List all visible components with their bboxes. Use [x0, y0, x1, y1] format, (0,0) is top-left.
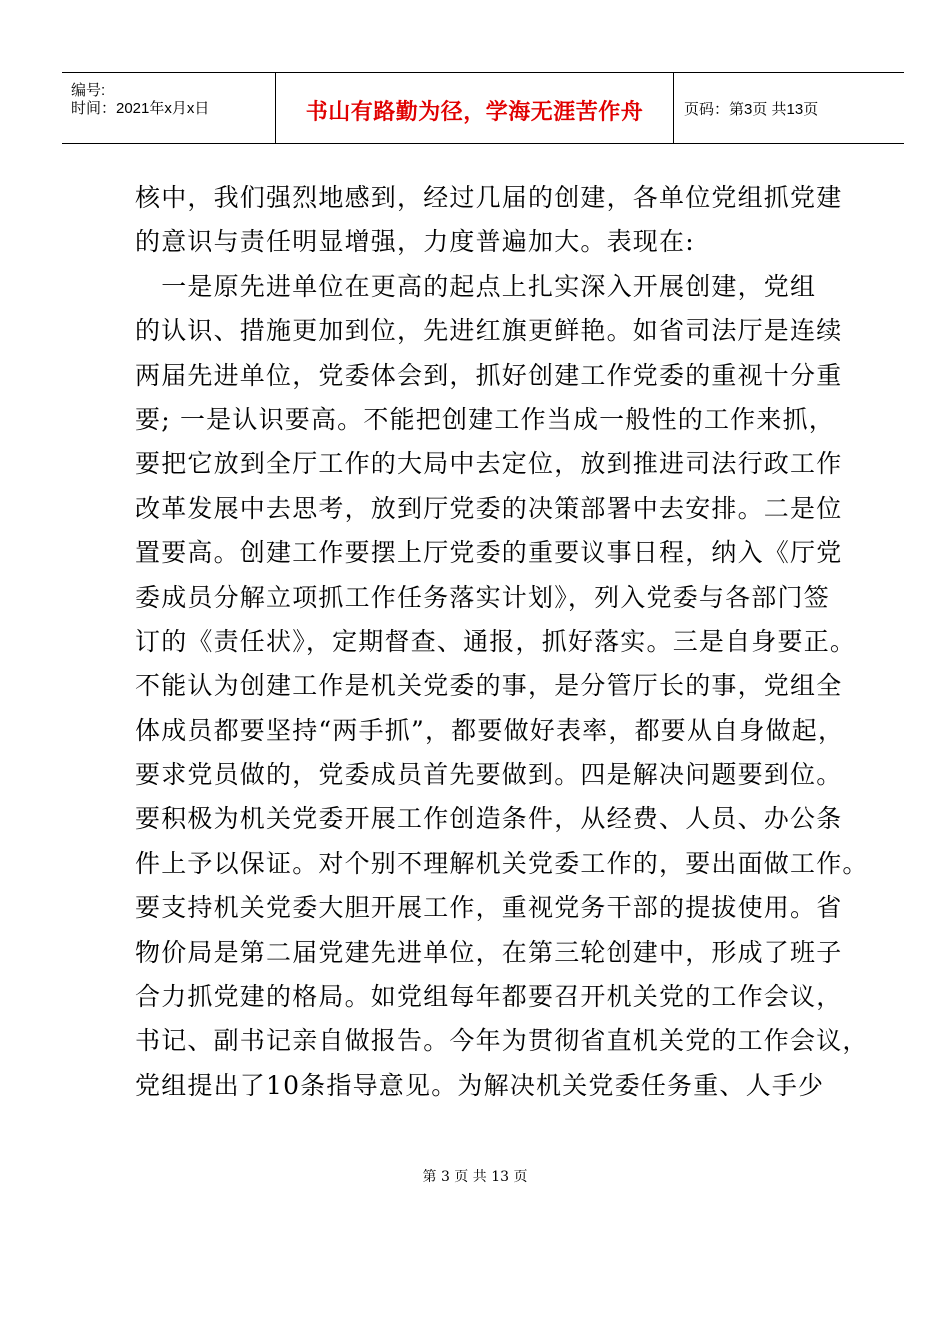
body-line: 不能认为创建工作是机关党委的事，是分管厅长的事，党组全	[135, 671, 843, 701]
body-line: 要支持机关党委大胆开展工作，重视党务干部的提拔使用。省	[135, 893, 843, 923]
body-line: 一是原先进单位在更高的起点上扎实深入开展创建，党组	[135, 271, 817, 301]
body-line: 改革发展中去思考，放到厅党委的决策部署中去安排。二是位	[135, 493, 843, 523]
header-motto: 书山有路勤为径，学海无涯苦作舟	[305, 99, 644, 125]
serial-number-label: 编号:	[71, 82, 106, 99]
body-line: 要; 一是认识要高。不能把创建工作当成一般性的工作来抓，	[135, 404, 835, 434]
body-line: 核中，我们强烈地感到，经过几届的创建，各单位党组抓党建	[135, 183, 843, 212]
header-page-info-cell	[674, 73, 904, 143]
header-meta	[62, 73, 276, 143]
body-line: 订的《责任状》，定期督查、通报，抓好落实。三是自身要正。	[135, 626, 857, 656]
body-text	[135, 176, 869, 1108]
document-header	[62, 72, 904, 144]
body-line: 委成员分解立项抓工作任务落实计划》，列入党委与各部门签	[135, 582, 830, 612]
body-line: 要积极为机关党委开展工作创造条件，从经费、人员、办公条	[135, 804, 843, 834]
body-line: 体成员都要坚持“两手抓”，都要做好表率，都要从自身做起，	[135, 715, 845, 745]
header-motto-cell	[276, 73, 674, 143]
page-footer: 第 3 页 共 13 页	[422, 1169, 528, 1185]
body-line: 要把它放到全厅工作的大局中去定位，放到推进司法行政工作	[135, 449, 843, 479]
body-line: 置要高。创建工作要摆上厅党委的重要议事日程，纳入《厅党	[135, 538, 843, 568]
body-line: 件上予以保证。对个别不理解机关党委工作的，要出面做工作。	[135, 848, 869, 878]
date-label: 时间：2021年x月x日	[71, 100, 210, 117]
body-line: 合力抓党建的格局。如党组每年都要召开机关党的工作会议，	[135, 982, 843, 1012]
body-line: 物价局是第二届党建先进单位，在第三轮创建中，形成了班子	[135, 937, 843, 967]
body-line: 的意识与责任明显增强，力度普遍加大。表现在:	[135, 227, 695, 257]
body-line: 要求党员做的，党委成员首先要做到。四是解决问题要到位。	[135, 760, 843, 790]
header-page-info: 页码：第3页 共13页	[684, 100, 819, 118]
body-line: 两届先进单位，党委体会到，抓好创建工作党委的重视十分重	[135, 360, 843, 390]
body-line: 的认识、措施更加到位，先进红旗更鲜艳。如省司法厅是连续	[135, 316, 843, 346]
body-line: 党组提出了10条指导意见。为解决机关党委任务重、人手少	[135, 1070, 825, 1100]
body-line: 书记、副书记亲自做报告。今年为贯彻省直机关党的工作会议，	[135, 1026, 869, 1056]
